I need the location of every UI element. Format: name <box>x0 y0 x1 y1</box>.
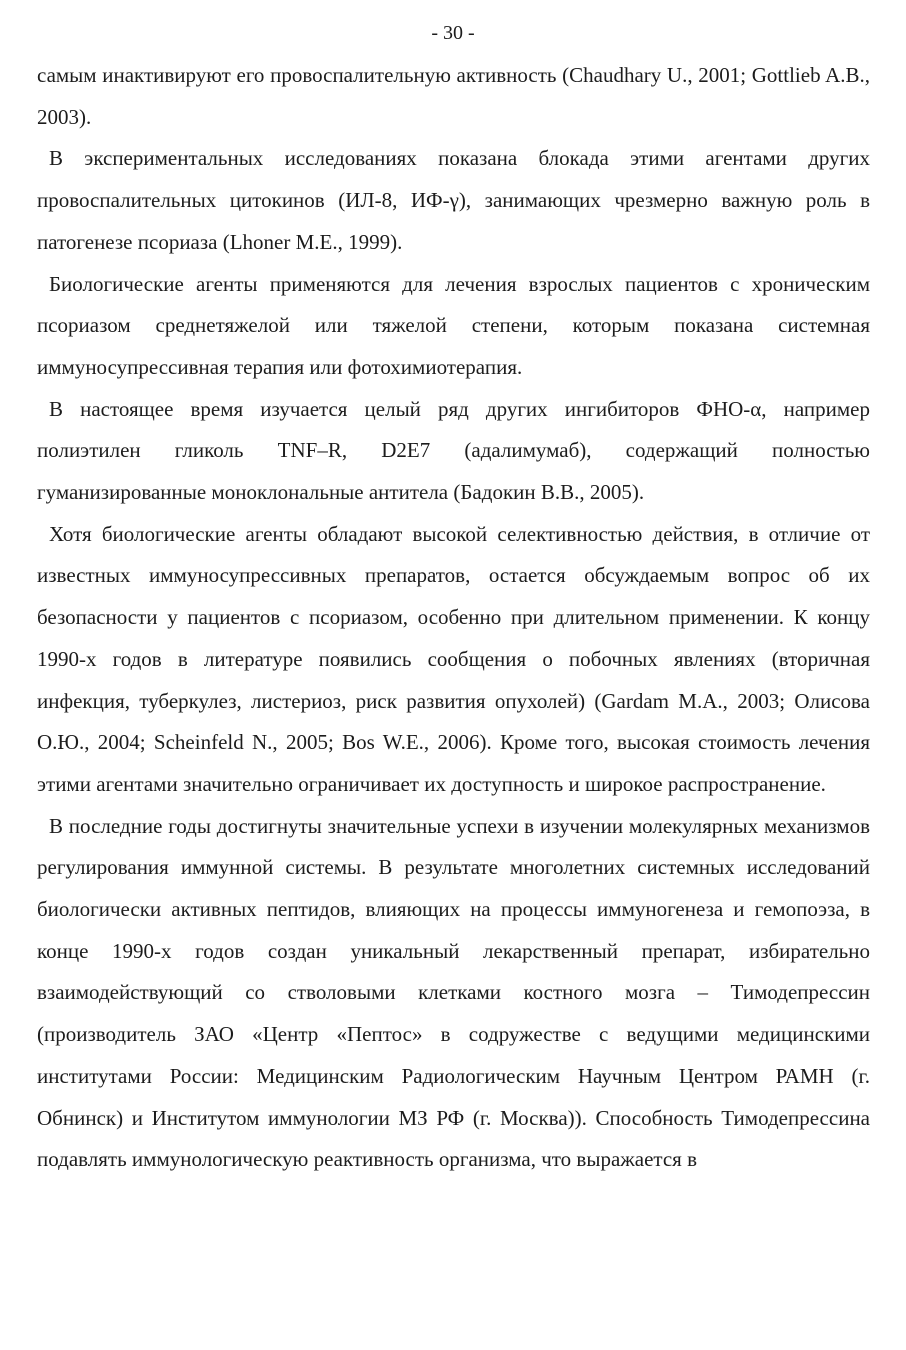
paragraph: В последние годы достигнуты значительные успехи в изучении молекулярных механизмов регулирования иммунной системы. В результате многолетних системных исследований биологически активных пептидов, влияющих на процессы иммуногенеза и гемопоэза, в конце 1990-х годов создан уникальный лекарственный препарат, избирательно взаимодействующий со стволовыми клетками костного мозга – Тимодепрессин (производитель ЗАО «Центр «Пептос» в содружестве с ведущими медицинскими институтами России: Медицинским Радиологическим Научным Центром РАМН (г. Обнинск) и Институтом иммунологии МЗ РФ (г. Москва)). Способность Тимодепрессина подавлять иммунологическую реактивность организма, что выражается в <box>37 813 870 1172</box>
paragraph: самым инактивируют его провоспалительную активность (Chaudhary U., 2001; Gottlieb A.B., 2003). <box>37 63 870 129</box>
paragraph: В экспериментальных исследованиях показана блокада этими агентами других провоспалительных цитокинов (ИЛ-8, ИФ-γ), занимающих чрезмерно важную роль в патогенезе псориаза (Lhoner M.E., 1999). <box>37 146 870 254</box>
paragraph: В настоящее время изучается целый ряд других ингибиторов ФНО-α, например полиэтилен гликоль TNF–R, D2E7 (адалимумаб), содержащий полностью гуманизированные моноклональные антитела (Бадокин В.В., 2005). <box>37 396 870 505</box>
paragraph: Биологические агенты применяются для лечения взрослых пациентов с хроническим псориазом среднетяжелой или тяжелой степени, которым показана системная иммуносупрессивная терапия или фотохимиотерапия. <box>37 271 870 379</box>
paragraph: Хотя биологические агенты обладают высокой селективностью действия, в отличие от известных иммуносупрессивных препаратов, остается обсуждаемым вопрос об их безопасности у пациентов с псориазом, особенно при длительном применении. К концу 1990-х годов в литературе появились сообщения о побочных явлениях (вторичная инфекция, туберкулез, листериоз, риск развития опухолей) (Gardam M.A., 2003; Олисова О.Ю., 2004; Scheinfeld N., 2005; Bos W.E., 2006). Кроме того, высокая стоимость лечения этими агентами значительно ограничивает их доступность и широкое распространение. <box>37 521 870 796</box>
page-number: - 30 - <box>431 22 475 44</box>
document-body <box>37 55 870 1181</box>
